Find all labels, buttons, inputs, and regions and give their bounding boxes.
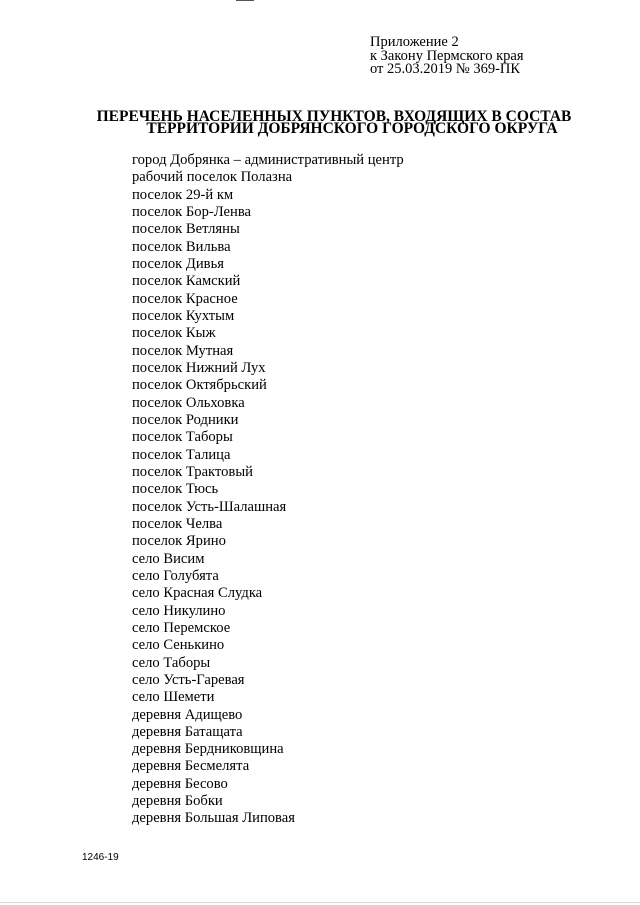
list-item: село Шемети: [132, 689, 215, 706]
list-item: поселок Ветляны: [132, 221, 240, 238]
list-item: деревня Бесово: [132, 775, 228, 792]
list-item: поселок Камский: [132, 273, 241, 290]
list-item: поселок Кыж: [132, 325, 216, 342]
scan-mark: [236, 0, 254, 1]
list-item: деревня Батащата: [132, 723, 243, 740]
page-bottom-edge: [0, 902, 640, 903]
list-item: поселок Дивья: [132, 255, 224, 272]
list-item: рабочий поселок Полазна: [132, 169, 293, 186]
appendix-law-date: от 25.03.2019 № 369-ПК: [370, 61, 521, 77]
list-item: деревня Адищево: [132, 706, 243, 723]
appendix-header: [370, 36, 524, 77]
list-item: поселок Вильва: [132, 238, 231, 255]
list-item: поселок Тюсь: [132, 481, 219, 498]
list-item: поселок Талица: [132, 446, 231, 463]
list-item: деревня Бердниковщина: [132, 741, 284, 758]
list-item: поселок Бор-Ленва: [132, 203, 252, 220]
list-item: село Никулино: [132, 602, 226, 619]
appendix-number: Приложение 2: [370, 34, 459, 50]
list-item: село Висим: [132, 550, 205, 567]
list-item: поселок Октябрьский: [132, 377, 267, 394]
list-item: поселок Ярино: [132, 533, 226, 550]
document-code: 1246-19: [82, 852, 119, 863]
document-title-line-2: ТЕРРИТОРИИ ДОБРЯНСКОГО ГОРОДСКОГО ОКРУГА: [146, 120, 558, 137]
document-title-line-1: ПЕРЕЧЕНЬ НАСЕЛЕННЫХ ПУНКТОВ, ВХОДЯЩИХ В СОСТАВ: [96, 108, 572, 125]
list-item: поселок Мутная: [132, 342, 234, 359]
list-item: поселок Красное: [132, 290, 238, 307]
list-item: поселок Таборы: [132, 429, 233, 446]
list-item: село Перемское: [132, 619, 231, 636]
list-item: деревня Бесмелята: [132, 758, 250, 775]
settlement-list: [132, 152, 404, 828]
list-item: поселок Усть-Шалашная: [132, 498, 287, 515]
list-item: деревня Большая Липовая: [132, 810, 295, 827]
appendix-law-reference: к Закону Пермского края: [370, 47, 524, 64]
list-item: поселок Родники: [132, 411, 239, 428]
list-item: село Голубята: [132, 567, 219, 584]
list-item: поселок Нижний Лух: [132, 359, 266, 376]
list-item: поселок Кухтым: [132, 307, 235, 324]
list-item: село Сенькино: [132, 637, 225, 654]
list-item: поселок Челва: [132, 515, 223, 532]
list-item: поселок Ольховка: [132, 394, 245, 411]
list-item: деревня Бобки: [132, 793, 223, 810]
list-item: село Таборы: [132, 654, 211, 671]
list-item: село Усть-Гаревая: [132, 671, 245, 688]
list-item: село Красная Слудка: [132, 585, 263, 602]
list-item: поселок Трактовый: [132, 463, 253, 480]
list-item: город Добрянка – административный центр: [132, 152, 404, 168]
list-item: поселок 29-й км: [132, 186, 234, 203]
